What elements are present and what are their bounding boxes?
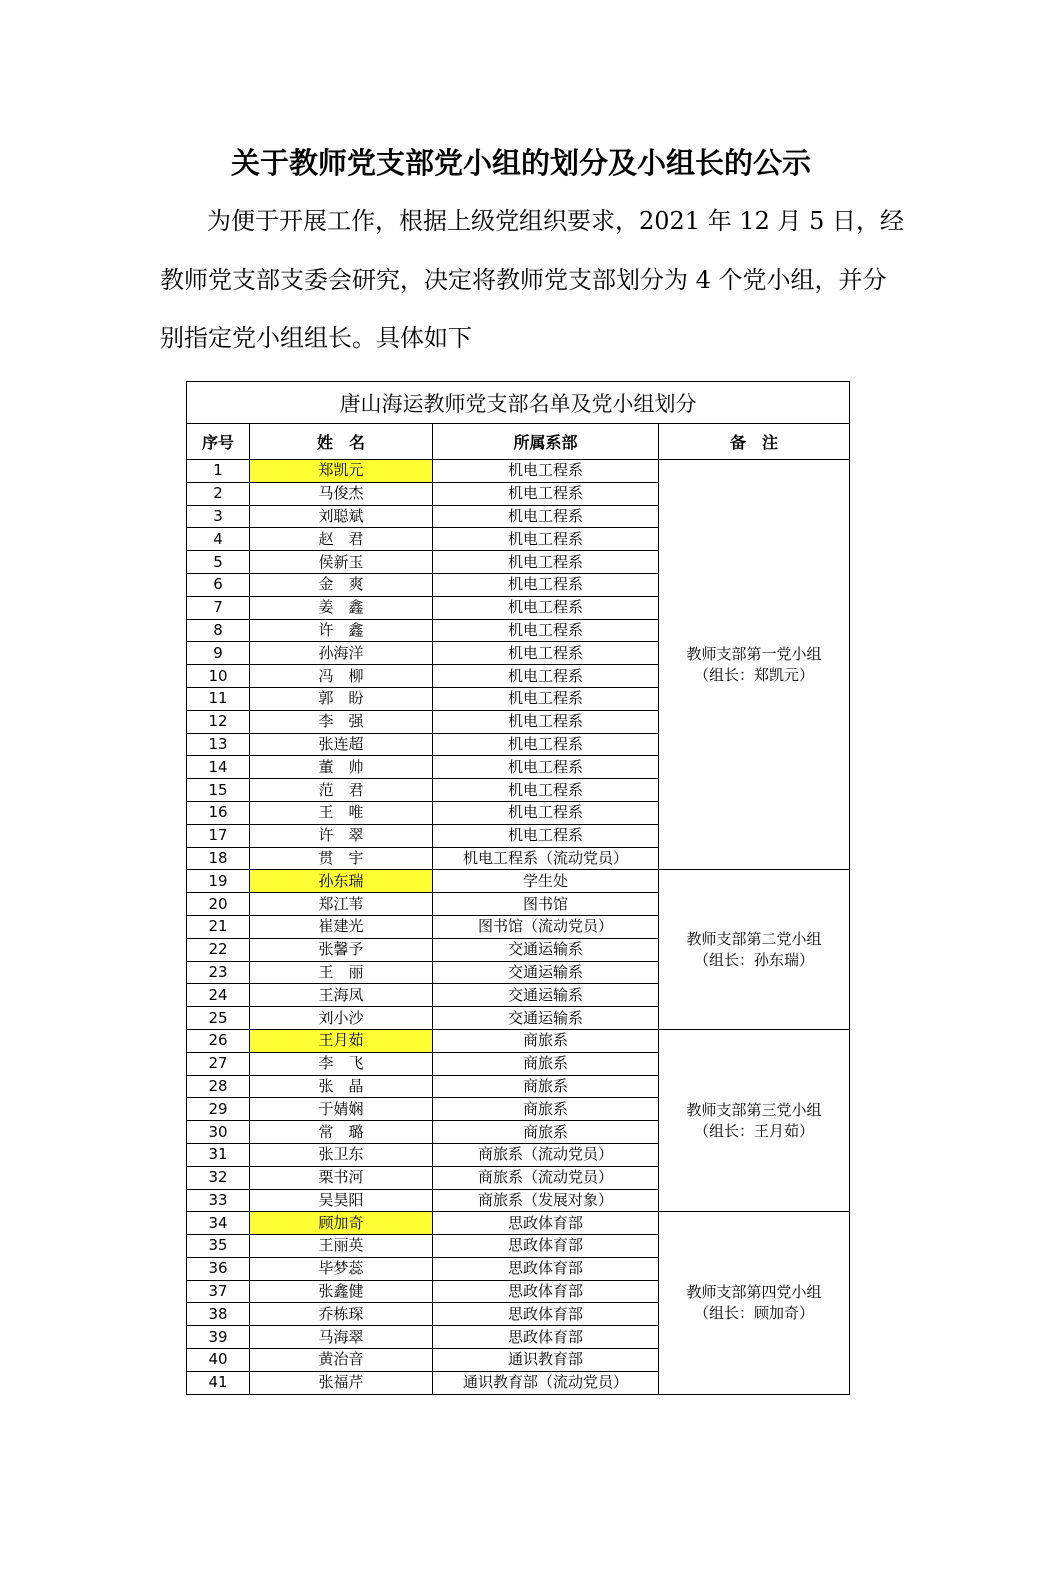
row-index: 39: [187, 1326, 250, 1349]
member-dept: 机电工程系: [433, 619, 659, 642]
group-leader-label: （组长：郑凯元）: [693, 665, 814, 684]
group-leader-label: （组长：顾加奇）: [693, 1303, 814, 1322]
row-index: 10: [187, 665, 250, 688]
member-dept: 商旅系: [433, 1075, 659, 1098]
row-index: 36: [187, 1257, 250, 1280]
row-index: 12: [187, 710, 250, 733]
row-index: 8: [187, 619, 250, 642]
member-dept: 思政体育部: [433, 1280, 659, 1303]
group-leader-name: 王月茹: [250, 1029, 433, 1052]
row-index: 3: [187, 505, 250, 528]
member-name: 张福芹: [250, 1371, 433, 1394]
member-name: 许 鑫: [250, 619, 433, 642]
row-index: 20: [187, 893, 250, 916]
row-index: 32: [187, 1166, 250, 1189]
member-name: 李 强: [250, 710, 433, 733]
member-name: 毕梦蕊: [250, 1257, 433, 1280]
page-title: 关于教师党支部党小组的划分及小组长的公示: [230, 146, 811, 180]
group-name: 教师支部第二党小组: [686, 929, 822, 948]
row-index: 16: [187, 801, 250, 824]
row-index: 31: [187, 1143, 250, 1166]
member-dept: 机电工程系: [433, 460, 659, 483]
member-name: 常 璐: [250, 1121, 433, 1144]
member-table: [186, 381, 850, 1395]
member-dept: 商旅系（流动党员）: [433, 1166, 659, 1189]
row-index: 40: [187, 1349, 250, 1372]
group-note: [659, 1212, 850, 1394]
row-index: 30: [187, 1121, 250, 1144]
row-index: 35: [187, 1235, 250, 1258]
member-dept: 机电工程系: [433, 733, 659, 756]
group-name: 教师支部第三党小组: [686, 1100, 822, 1119]
member-name: 孙海洋: [250, 642, 433, 665]
member-name: 刘聪斌: [250, 505, 433, 528]
member-name: 张卫东: [250, 1143, 433, 1166]
table-row: [187, 1212, 850, 1235]
member-name: 王 唯: [250, 801, 433, 824]
member-name: 张连超: [250, 733, 433, 756]
row-index: 7: [187, 596, 250, 619]
paragraph-line-2: 教师党支部支委会研究，决定将教师党支部划分为 4 个党小组，并分: [160, 266, 887, 294]
member-dept: 思政体育部: [433, 1235, 659, 1258]
member-name: 马俊杰: [250, 482, 433, 505]
member-name: 吴昊阳: [250, 1189, 433, 1212]
member-dept: 机电工程系: [433, 482, 659, 505]
group-name: 教师支部第一党小组: [686, 644, 822, 663]
member-dept: 商旅系（发展对象）: [433, 1189, 659, 1212]
row-index: 24: [187, 984, 250, 1007]
row-index: 21: [187, 915, 250, 938]
row-index: 29: [187, 1098, 250, 1121]
member-dept: 机电工程系: [433, 824, 659, 847]
paragraph-line-1: 为便于开展工作，根据上级党组织要求，2021 年 12 月 5 日，经: [207, 207, 905, 235]
member-name: 张 晶: [250, 1075, 433, 1098]
row-index: 18: [187, 847, 250, 870]
member-name: 郭 盼: [250, 687, 433, 710]
member-name: 栗书河: [250, 1166, 433, 1189]
row-index: 28: [187, 1075, 250, 1098]
group-leader-name: 郑凯元: [250, 460, 433, 483]
member-dept: 交通运输系: [433, 961, 659, 984]
member-name: 姜 鑫: [250, 596, 433, 619]
member-name: 张馨予: [250, 938, 433, 961]
member-dept: 思政体育部: [433, 1257, 659, 1280]
row-index: 33: [187, 1189, 250, 1212]
member-dept: 通识教育部（流动党员）: [433, 1371, 659, 1394]
header-index: 序号: [187, 424, 250, 460]
member-name: 刘小沙: [250, 1007, 433, 1030]
row-index: 25: [187, 1007, 250, 1030]
group-leader-label: （组长：王月茹）: [693, 1121, 814, 1140]
group-note: [659, 460, 850, 870]
row-index: 5: [187, 551, 250, 574]
member-name: 赵 君: [250, 528, 433, 551]
row-index: 14: [187, 756, 250, 779]
row-index: 34: [187, 1212, 250, 1235]
member-dept: 学生处: [433, 870, 659, 893]
member-name: 金 爽: [250, 573, 433, 596]
row-index: 23: [187, 961, 250, 984]
member-dept: 机电工程系: [433, 505, 659, 528]
member-dept: 机电工程系: [433, 710, 659, 733]
member-dept: 商旅系: [433, 1098, 659, 1121]
row-index: 2: [187, 482, 250, 505]
row-index: 27: [187, 1052, 250, 1075]
member-dept: 机电工程系: [433, 642, 659, 665]
row-index: 19: [187, 870, 250, 893]
member-name: 张鑫健: [250, 1280, 433, 1303]
row-index: 22: [187, 938, 250, 961]
member-dept: 机电工程系: [433, 756, 659, 779]
member-dept: 机电工程系: [433, 596, 659, 619]
member-dept: 交通运输系: [433, 984, 659, 1007]
group-leader-name: 顾加奇: [250, 1212, 433, 1235]
member-name: 冯 柳: [250, 665, 433, 688]
group-leader-name: 孙东瑞: [250, 870, 433, 893]
member-dept: 思政体育部: [433, 1326, 659, 1349]
member-dept: 通识教育部: [433, 1349, 659, 1372]
table-row: [187, 1029, 850, 1052]
member-dept: 图书馆: [433, 893, 659, 916]
member-name: 王 丽: [250, 961, 433, 984]
member-dept: 机电工程系: [433, 779, 659, 802]
member-name: 王海凤: [250, 984, 433, 1007]
member-name: 黄治音: [250, 1349, 433, 1372]
member-dept: 商旅系: [433, 1029, 659, 1052]
row-index: 15: [187, 779, 250, 802]
table-row: [187, 870, 850, 893]
row-index: 6: [187, 573, 250, 596]
table-row: [187, 460, 850, 483]
row-index: 4: [187, 528, 250, 551]
member-name: 马海翠: [250, 1326, 433, 1349]
member-dept: 机电工程系: [433, 573, 659, 596]
member-dept: 机电工程系: [433, 528, 659, 551]
member-dept: 机电工程系: [433, 551, 659, 574]
header-name: 姓 名: [250, 424, 433, 460]
member-name: 乔栋琛: [250, 1303, 433, 1326]
member-name: 郑江苇: [250, 893, 433, 916]
row-index: 26: [187, 1029, 250, 1052]
member-name: 董 帅: [250, 756, 433, 779]
row-index: 1: [187, 460, 250, 483]
member-name: 王丽英: [250, 1235, 433, 1258]
member-name: 许 翠: [250, 824, 433, 847]
row-index: 41: [187, 1371, 250, 1394]
group-leader-label: （组长：孙东瑞）: [693, 950, 814, 969]
group-note: [659, 1029, 850, 1211]
member-dept: 商旅系（流动党员）: [433, 1143, 659, 1166]
member-dept: 机电工程系（流动党员）: [433, 847, 659, 870]
member-dept: 思政体育部: [433, 1303, 659, 1326]
member-dept: 交通运输系: [433, 1007, 659, 1030]
header-note: 备 注: [659, 424, 850, 460]
row-index: 37: [187, 1280, 250, 1303]
member-dept: 思政体育部: [433, 1212, 659, 1235]
member-dept: 机电工程系: [433, 687, 659, 710]
member-dept: 机电工程系: [433, 665, 659, 688]
row-index: 9: [187, 642, 250, 665]
row-index: 38: [187, 1303, 250, 1326]
group-note: [659, 870, 850, 1030]
member-dept: 交通运输系: [433, 938, 659, 961]
member-name: 侯新玉: [250, 551, 433, 574]
member-dept: 机电工程系: [433, 801, 659, 824]
member-dept: 商旅系: [433, 1052, 659, 1075]
header-dept: 所属系部: [433, 424, 659, 460]
member-name: 崔建光: [250, 915, 433, 938]
table-caption: 唐山海运教师党支部名单及党小组划分: [187, 382, 850, 424]
paragraph-line-3: 别指定党小组组长。具体如下: [160, 324, 472, 352]
member-name: 贯 宇: [250, 847, 433, 870]
member-dept: 商旅系: [433, 1121, 659, 1144]
row-index: 13: [187, 733, 250, 756]
member-name: 李 飞: [250, 1052, 433, 1075]
table-body: [187, 460, 850, 1395]
group-name: 教师支部第四党小组: [686, 1282, 822, 1301]
row-index: 11: [187, 687, 250, 710]
row-index: 17: [187, 824, 250, 847]
member-dept: 图书馆（流动党员）: [433, 915, 659, 938]
member-name: 范 君: [250, 779, 433, 802]
member-name: 于婧娴: [250, 1098, 433, 1121]
